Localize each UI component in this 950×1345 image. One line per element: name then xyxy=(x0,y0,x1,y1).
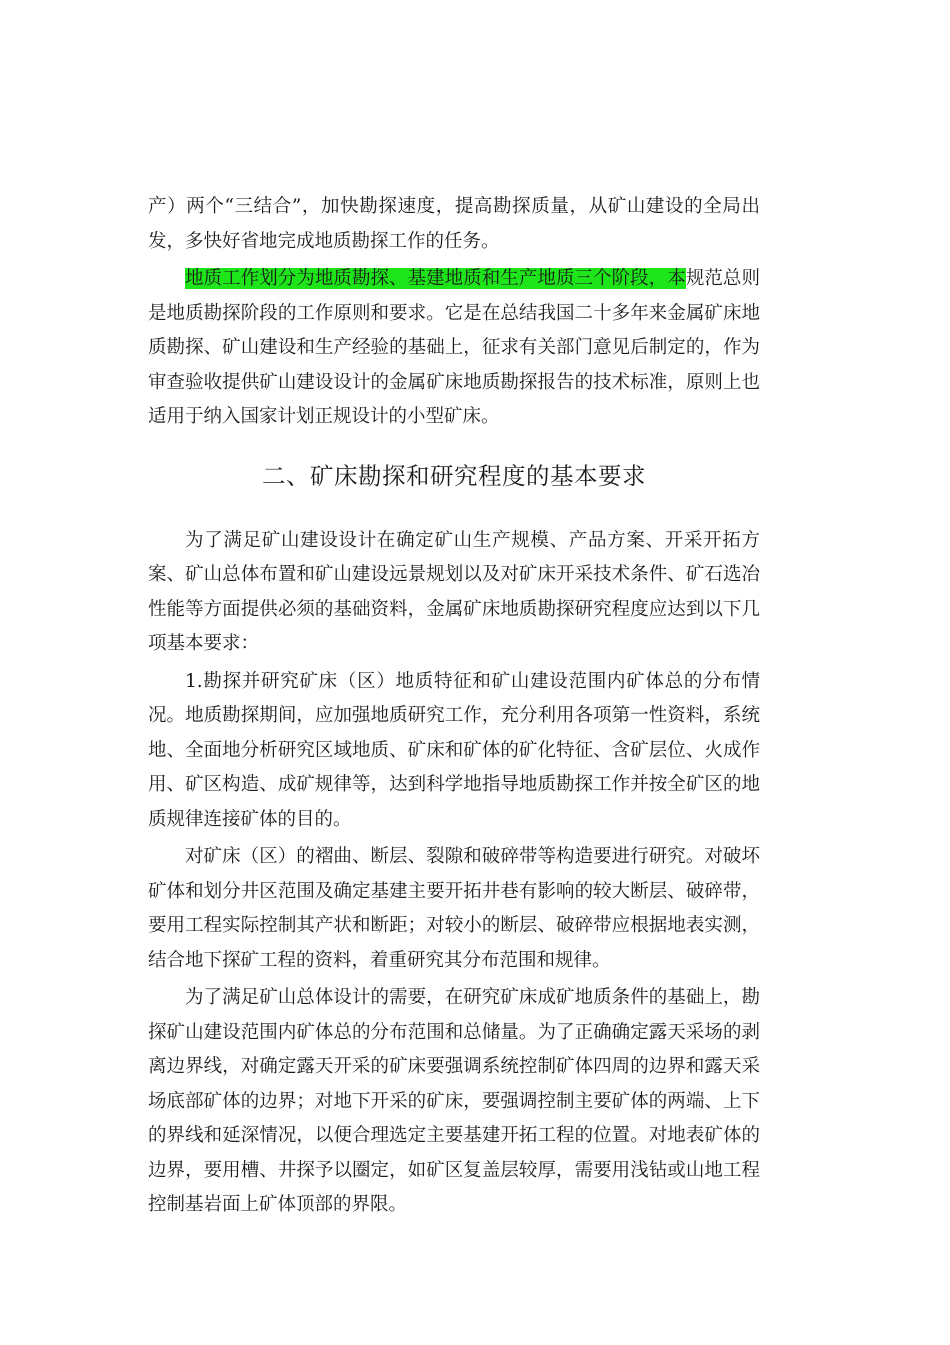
paragraph-text: 规范总则是地质勘探阶段的工作原则和要求。它是在总结我国二十多年来金属矿床地质勘探、矿山建设和生产经验的基础上，征求有关部门意见后制定的，作为审查验收提供矿山建设设计的金属矿床地质勘探报告的技术标准，原则上也适用于纳入国家计划正规设计的小型矿床。 xyxy=(148,268,760,427)
section-heading: 二、矿床勘探和研究程度的基本要求 xyxy=(262,461,646,490)
paragraph-scope xyxy=(148,262,760,435)
highlighted-text: 地质工作划分为地质勘探、基建地质和生产地质三个阶段，本 xyxy=(185,268,686,289)
paragraph-intro: 为了满足矿山建设设计在确定矿山生产规模、产品方案、开采开拓方案、矿山总体布置和矿山建设远景规划以及对矿床开采技术条件、矿石选冶性能等方面提供必须的基础资料，金属矿床地质勘探研究程度应达到以下几项基本要求： xyxy=(148,529,760,654)
document-body xyxy=(148,190,760,1223)
paragraph-structure: 对矿床（区）的褶曲、断层、裂隙和破碎带等构造要进行研究。对破坏矿体和划分井区范围及确定基建主要开拓井巷有影响的较大断层、破碎带，要用工程实际控制其产状和断距；对较小的断层、破碎带应根据地表实测，结合地下探矿工程的资料，着重研究其分布范围和规律。 xyxy=(148,846,760,971)
paragraph-item-1: 1.勘探并研究矿床（区）地质特征和矿山建设范围内矿体总的分布情况。地质勘探期间，应加强地质研究工作，充分利用各项第一性资料，系统地、全面地分析研究区域地质、矿床和矿体的矿化特征、含矿层位、火成作用、矿区构造、成矿规律等，达到科学地指导地质勘探工作并按全矿区的地质规律连接矿体的目的。 xyxy=(148,670,760,830)
paragraph-distribution: 为了满足矿山总体设计的需要，在研究矿床成矿地质条件的基础上，勘探矿山建设范围内矿体总的分布范围和总储量。为了正确确定露天采场的剥离边界线，对确定露天开采的矿床要强调系统控制矿体四周的边界和露天采场底部矿体的边界；对地下开采的矿床，要强调控制主要矿体的两端、上下的界线和延深情况，以便合理选定主要基建开拓工程的位置。对地表矿体的边界，要用槽、井探予以圈定，如矿区复盖层较厚，需要用浅钻或山地工程控制基岩面上矿体顶部的界限。 xyxy=(148,987,760,1215)
paragraph-continuation: 产）两个“三结合”，加快勘探速度，提高勘探质量，从矿山建设的全局出发，多快好省地完成地质勘探工作的任务。 xyxy=(148,196,760,252)
